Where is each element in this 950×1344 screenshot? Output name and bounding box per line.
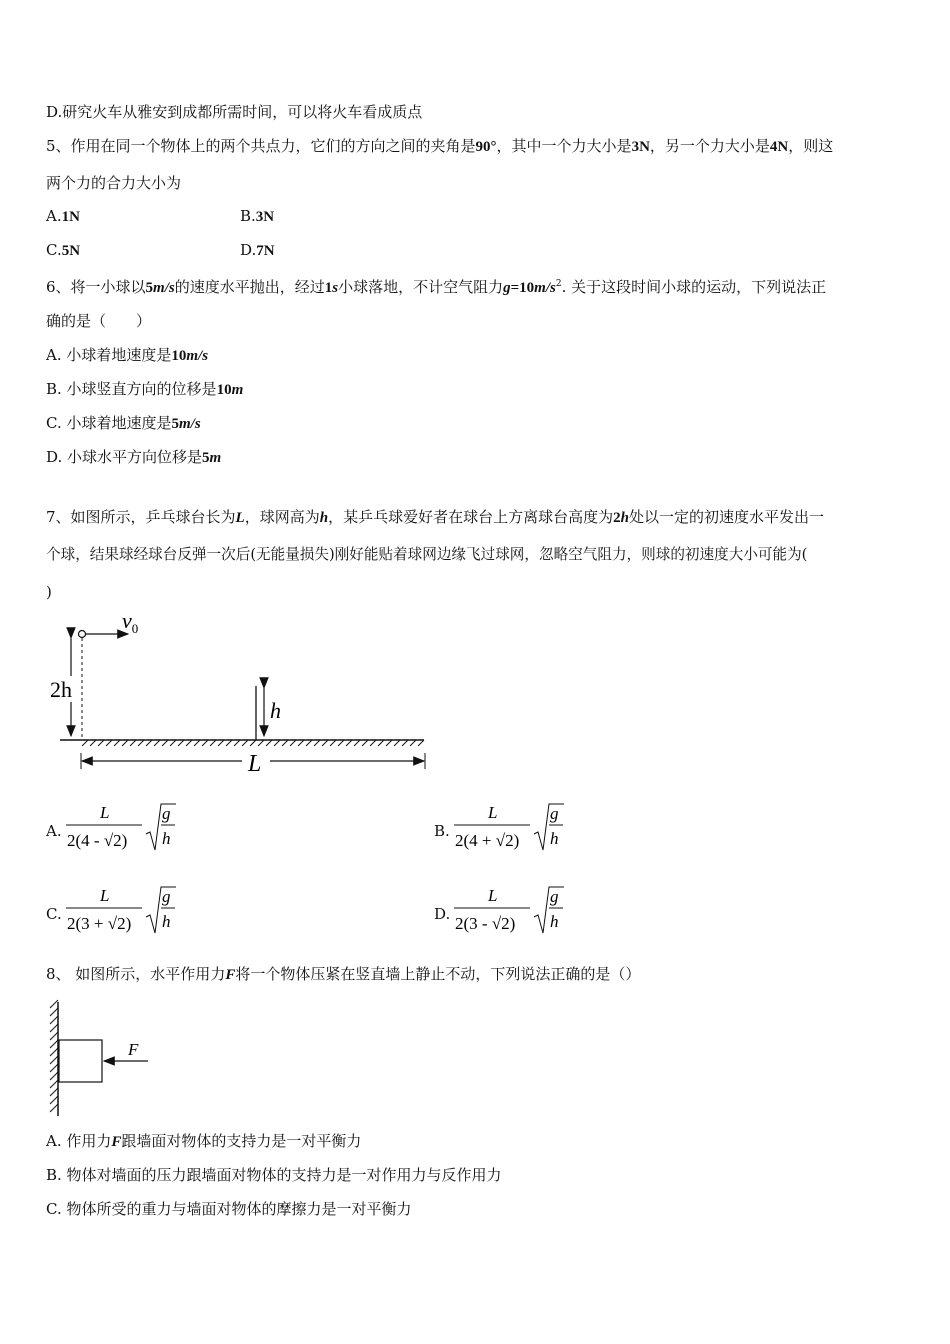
q6-option-a bbox=[46, 345, 208, 366]
numerator: L bbox=[488, 886, 498, 905]
option-value: 1N bbox=[61, 209, 80, 225]
q6-speed-unit: m/s bbox=[153, 280, 175, 296]
q6-g-symbol: g bbox=[503, 280, 511, 296]
option-label: B. bbox=[434, 822, 450, 840]
q8-stem bbox=[46, 964, 640, 985]
q6-speed: 5 bbox=[145, 280, 154, 296]
q8-option-c: C. 物体所受的重力与墙面对物体的摩擦力是一对平衡力 bbox=[46, 1200, 412, 1218]
q7-stem-line3: ) bbox=[46, 583, 52, 601]
formula bbox=[62, 881, 202, 941]
q5-option-b bbox=[240, 206, 274, 227]
numerator: L bbox=[100, 886, 110, 905]
option-label: C. bbox=[46, 241, 62, 259]
q7-figure bbox=[46, 610, 436, 782]
option-value: 3N bbox=[255, 209, 275, 225]
q6-time-unit: s bbox=[332, 280, 339, 296]
formula bbox=[450, 798, 590, 858]
option-label: A. bbox=[46, 207, 62, 225]
q6-text: . 关于这段时间小球的运动，下列说法正 bbox=[561, 278, 827, 296]
option-text: D. 小球水平方向位移是 bbox=[46, 448, 203, 466]
table-hatching bbox=[82, 740, 424, 746]
q6-g-exponent: 2 bbox=[555, 279, 562, 289]
q4-option-d: D.研究火车从雅安到成都所需时间，可以将火车看成质点 bbox=[46, 103, 423, 121]
option-num: 5 bbox=[171, 416, 179, 432]
option-unit: m/s bbox=[178, 416, 201, 432]
option-num: 5 bbox=[202, 450, 210, 466]
q6-option-c bbox=[46, 413, 201, 434]
height-label: 2h bbox=[50, 677, 72, 702]
option-text: A. 作用力 bbox=[46, 1132, 112, 1150]
q6-option-d bbox=[46, 447, 221, 468]
wall-hatching bbox=[50, 1000, 58, 1112]
ball bbox=[79, 631, 86, 638]
radicand-top: g bbox=[162, 887, 171, 906]
q6-g-unit: m/s bbox=[534, 280, 556, 296]
q5-text: ，则这 bbox=[788, 137, 834, 155]
force-label: F bbox=[128, 1040, 139, 1059]
net-height-label: h bbox=[270, 698, 281, 723]
radicand-top: g bbox=[162, 804, 171, 823]
q6-time: 1 bbox=[324, 280, 333, 296]
q7-text: ，球网高为 bbox=[244, 508, 320, 526]
q5-text: ，另一个力大小是 bbox=[649, 137, 770, 155]
radicand-bottom: h bbox=[550, 829, 559, 848]
q5-force-2: 4N bbox=[769, 139, 789, 155]
q8-force-symbol: F bbox=[225, 967, 236, 983]
radicand-bottom: h bbox=[162, 912, 171, 931]
option-label: C. bbox=[46, 905, 62, 923]
q6-text: 6、将一小球以 bbox=[46, 278, 146, 296]
denominator: 2(3 - √2) bbox=[455, 914, 516, 933]
q6-text: 的速度水平抛出，经过 bbox=[174, 278, 325, 296]
q5-stem-line2: 两个力的合力大小为 bbox=[46, 174, 182, 192]
q7-coefficient: 2 bbox=[613, 510, 621, 526]
denominator: 2(4 + √2) bbox=[455, 831, 520, 850]
option-label: B. bbox=[240, 207, 256, 225]
q5-angle: 90° bbox=[475, 139, 497, 155]
q6-stem-line2: 确的是（ ） bbox=[46, 312, 152, 330]
length-label: L bbox=[248, 751, 262, 777]
option-value: 5N bbox=[61, 243, 81, 259]
q6-stem-line1 bbox=[46, 274, 826, 298]
option-text: 跟墙面对物体的支持力是一对平衡力 bbox=[121, 1132, 362, 1150]
option-num: 10 bbox=[216, 382, 232, 398]
denominator: 2(4 - √2) bbox=[67, 831, 128, 850]
q8-text: 8、 如图所示，水平作用力 bbox=[46, 965, 226, 983]
q8-option-a bbox=[46, 1131, 361, 1152]
option-unit: m/s bbox=[186, 348, 209, 364]
option-text: C. 小球着地速度是 bbox=[46, 414, 172, 432]
denominator: 2(3 + √2) bbox=[67, 914, 132, 933]
numerator: L bbox=[100, 803, 110, 822]
q7-height-symbol: h bbox=[319, 510, 329, 526]
q8-option-b: B. 物体对墙面的压力跟墙面对物体的支持力是一对作用力与反作用力 bbox=[46, 1166, 502, 1184]
numerator: L bbox=[488, 803, 498, 822]
formula bbox=[450, 881, 590, 941]
q5-text: ，其中一个力大小是 bbox=[496, 137, 632, 155]
radicand-top: g bbox=[550, 804, 559, 823]
q7-stem-line1 bbox=[46, 507, 824, 528]
radicand-bottom: h bbox=[550, 912, 559, 931]
radicand-top: g bbox=[550, 887, 559, 906]
q8-text: 将一个物体压紧在竖直墙上静止不动，下列说法正确的是（） bbox=[235, 965, 641, 983]
option-label: A. bbox=[46, 822, 62, 840]
q7-text: ，某乒乓球爱好者在球台上方离球台高度为 bbox=[328, 508, 614, 526]
q5-option-c bbox=[46, 240, 80, 261]
q7-height-symbol: h bbox=[620, 510, 629, 526]
option-value: 7N bbox=[256, 243, 275, 259]
q5-option-d bbox=[240, 240, 275, 261]
q7-length-symbol: L bbox=[235, 510, 245, 526]
q5-stem-line1 bbox=[46, 136, 833, 157]
q7-text: 处以一定的初速度水平发出一 bbox=[628, 508, 824, 526]
option-unit: m bbox=[209, 450, 222, 466]
q6-option-b bbox=[46, 379, 243, 400]
option-text: B. 小球竖直方向的位移是 bbox=[46, 380, 217, 398]
q5-force-1: 3N bbox=[631, 139, 650, 155]
q8-figure bbox=[44, 998, 164, 1120]
q7-stem-line2: 个球，结果球经球台反弹一次后(无能量损失)刚好能贴着球网边缘飞过球网，忽略空气阻力，则球的初速度大小可能为( bbox=[46, 546, 808, 563]
option-label: D. bbox=[434, 905, 451, 923]
q5-text: 5、作用在同一个物体上的两个共点力，它们的方向之间的夹角是 bbox=[46, 137, 476, 155]
formula bbox=[62, 798, 202, 858]
q7-text: 7、如图所示，乒乓球台长为 bbox=[46, 508, 236, 526]
option-text: A. 小球着地速度是 bbox=[46, 346, 172, 364]
q6-g-value: =10 bbox=[510, 280, 535, 296]
block bbox=[59, 1040, 102, 1082]
velocity-label: $v_0$ bbox=[122, 610, 139, 636]
option-force-symbol: F bbox=[111, 1134, 122, 1150]
option-num: 10 bbox=[171, 348, 187, 364]
option-label: D. bbox=[240, 241, 257, 259]
radicand-bottom: h bbox=[162, 829, 171, 848]
q5-option-a bbox=[46, 206, 80, 227]
option-unit: m bbox=[231, 382, 244, 398]
q6-text: 小球落地，不计空气阻力 bbox=[338, 278, 504, 296]
